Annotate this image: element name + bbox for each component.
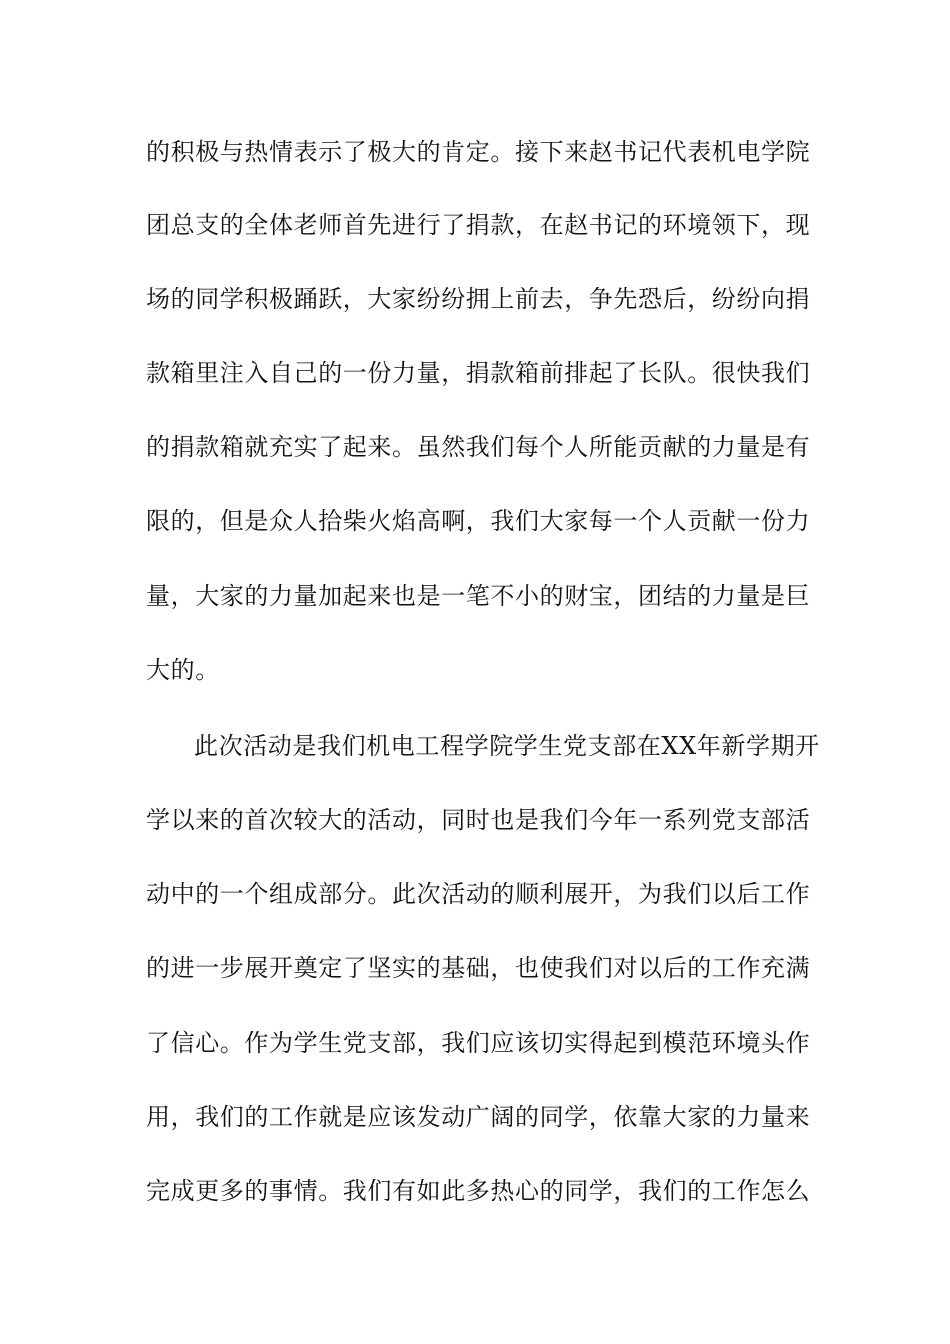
paragraph-2-line-7: 完成更多的事情。我们有如此多热心的同学，我们的工作怎么 (146, 1177, 811, 1205)
paragraph-1-line-6: 限的，但是众人拾柴火焰高啊，我们大家每一个人贡献一份力 (146, 507, 811, 535)
paragraph-2-line-2: 学以来的首次较大的活动，同时也是我们今年一系列党支部活 (146, 806, 811, 834)
paragraph-1-line-4: 款箱里注入自己的一份力量，捐款箱前排起了长队。很快我们 (146, 359, 811, 387)
paragraph-2-line-5: 了信心。作为学生党支部，我们应该切实得起到模范环境头作 (146, 1029, 811, 1057)
paragraph-2-line-6: 用，我们的工作就是应该发动广阔的同学，依靠大家的力量来 (146, 1103, 811, 1131)
paragraph-2-line-3: 动中的一个组成部分。此次活动的顺利展开，为我们以后工作 (146, 880, 811, 908)
paragraph-1-line-7: 量，大家的力量加起来也是一笔不小的财宝，团结的力量是巨 (146, 582, 811, 610)
paragraph-1-line-8: 大的。 (146, 656, 220, 684)
paragraph-1-line-3: 场的同学积极踊跃，大家纷纷拥上前去，争先恐后，纷纷向捐 (146, 285, 811, 313)
paragraph-2-line-4: 的进一步展开奠定了坚实的基础，也使我们对以后的工作充满 (146, 954, 811, 982)
paragraph-1-line-2: 团总支的全体老师首先进行了捐款，在赵书记的环境领下，现 (146, 211, 811, 239)
paragraph-1-line-5: 的捐款箱就充实了起来。虽然我们每个人所能贡献的力量是有 (146, 433, 811, 461)
paragraph-1-line-1: 的积极与热情表示了极大的肯定。接下来赵书记代表机电学院 (146, 138, 811, 166)
paragraph-2-line-1: 此次活动是我们机电工程学院学生党支部在XX年新学期开 (194, 732, 820, 760)
